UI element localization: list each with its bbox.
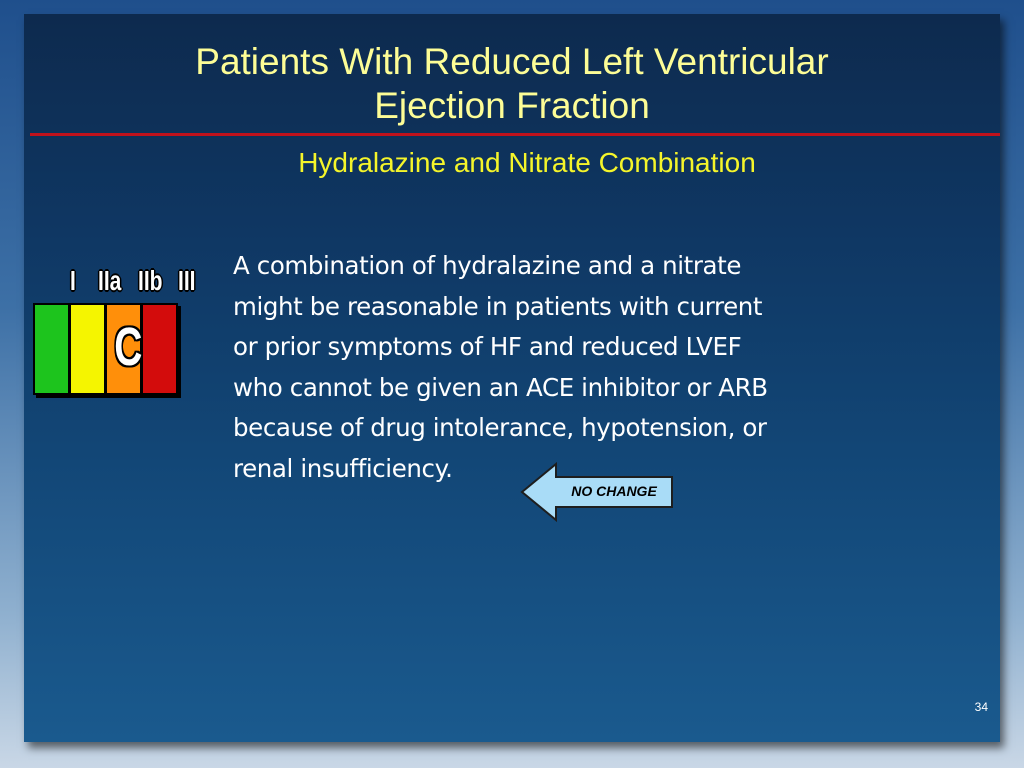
page-number: 34: [974, 700, 988, 714]
class-iia-cell: [71, 305, 104, 393]
recommendation-line: because of drug intolerance, hypotension, or: [233, 413, 767, 442]
recommendation-text: [233, 246, 893, 489]
recommendation-line: who cannot be given an ACE inhibitor or ARB: [233, 372, 768, 402]
class-label-iib: IIb: [138, 265, 163, 296]
recommendation-line: or prior symptoms of HF and reduced LVEF: [233, 332, 742, 361]
class-i-cell: [35, 305, 68, 393]
slide: [24, 14, 1000, 742]
recommendation-line: A combination of hydralazine and a nitrate: [233, 251, 742, 280]
no-change-label: NO CHANGE: [571, 483, 657, 499]
recommendation-line: might be reasonable in patients with current: [233, 291, 763, 321]
slide-title-line-2: Ejection Fraction: [374, 85, 650, 126]
class-iii-cell: [143, 305, 176, 393]
slide-title-line-1: Patients With Reduced Left Ventricular: [195, 41, 829, 82]
slide-title: [24, 40, 1000, 128]
recommendation-line: renal insufficiency.: [233, 453, 453, 483]
slide-subtitle: Hydralazine and Nitrate Combination: [298, 147, 756, 178]
recommendation-class-box: [33, 303, 178, 395]
class-label-i: I: [70, 265, 76, 296]
level-of-evidence-letter: C: [114, 317, 143, 377]
title-divider: [30, 133, 1000, 136]
class-label-iia: IIa: [98, 265, 122, 296]
no-change-callout: [520, 462, 676, 522]
class-label-iii: III: [178, 265, 196, 296]
